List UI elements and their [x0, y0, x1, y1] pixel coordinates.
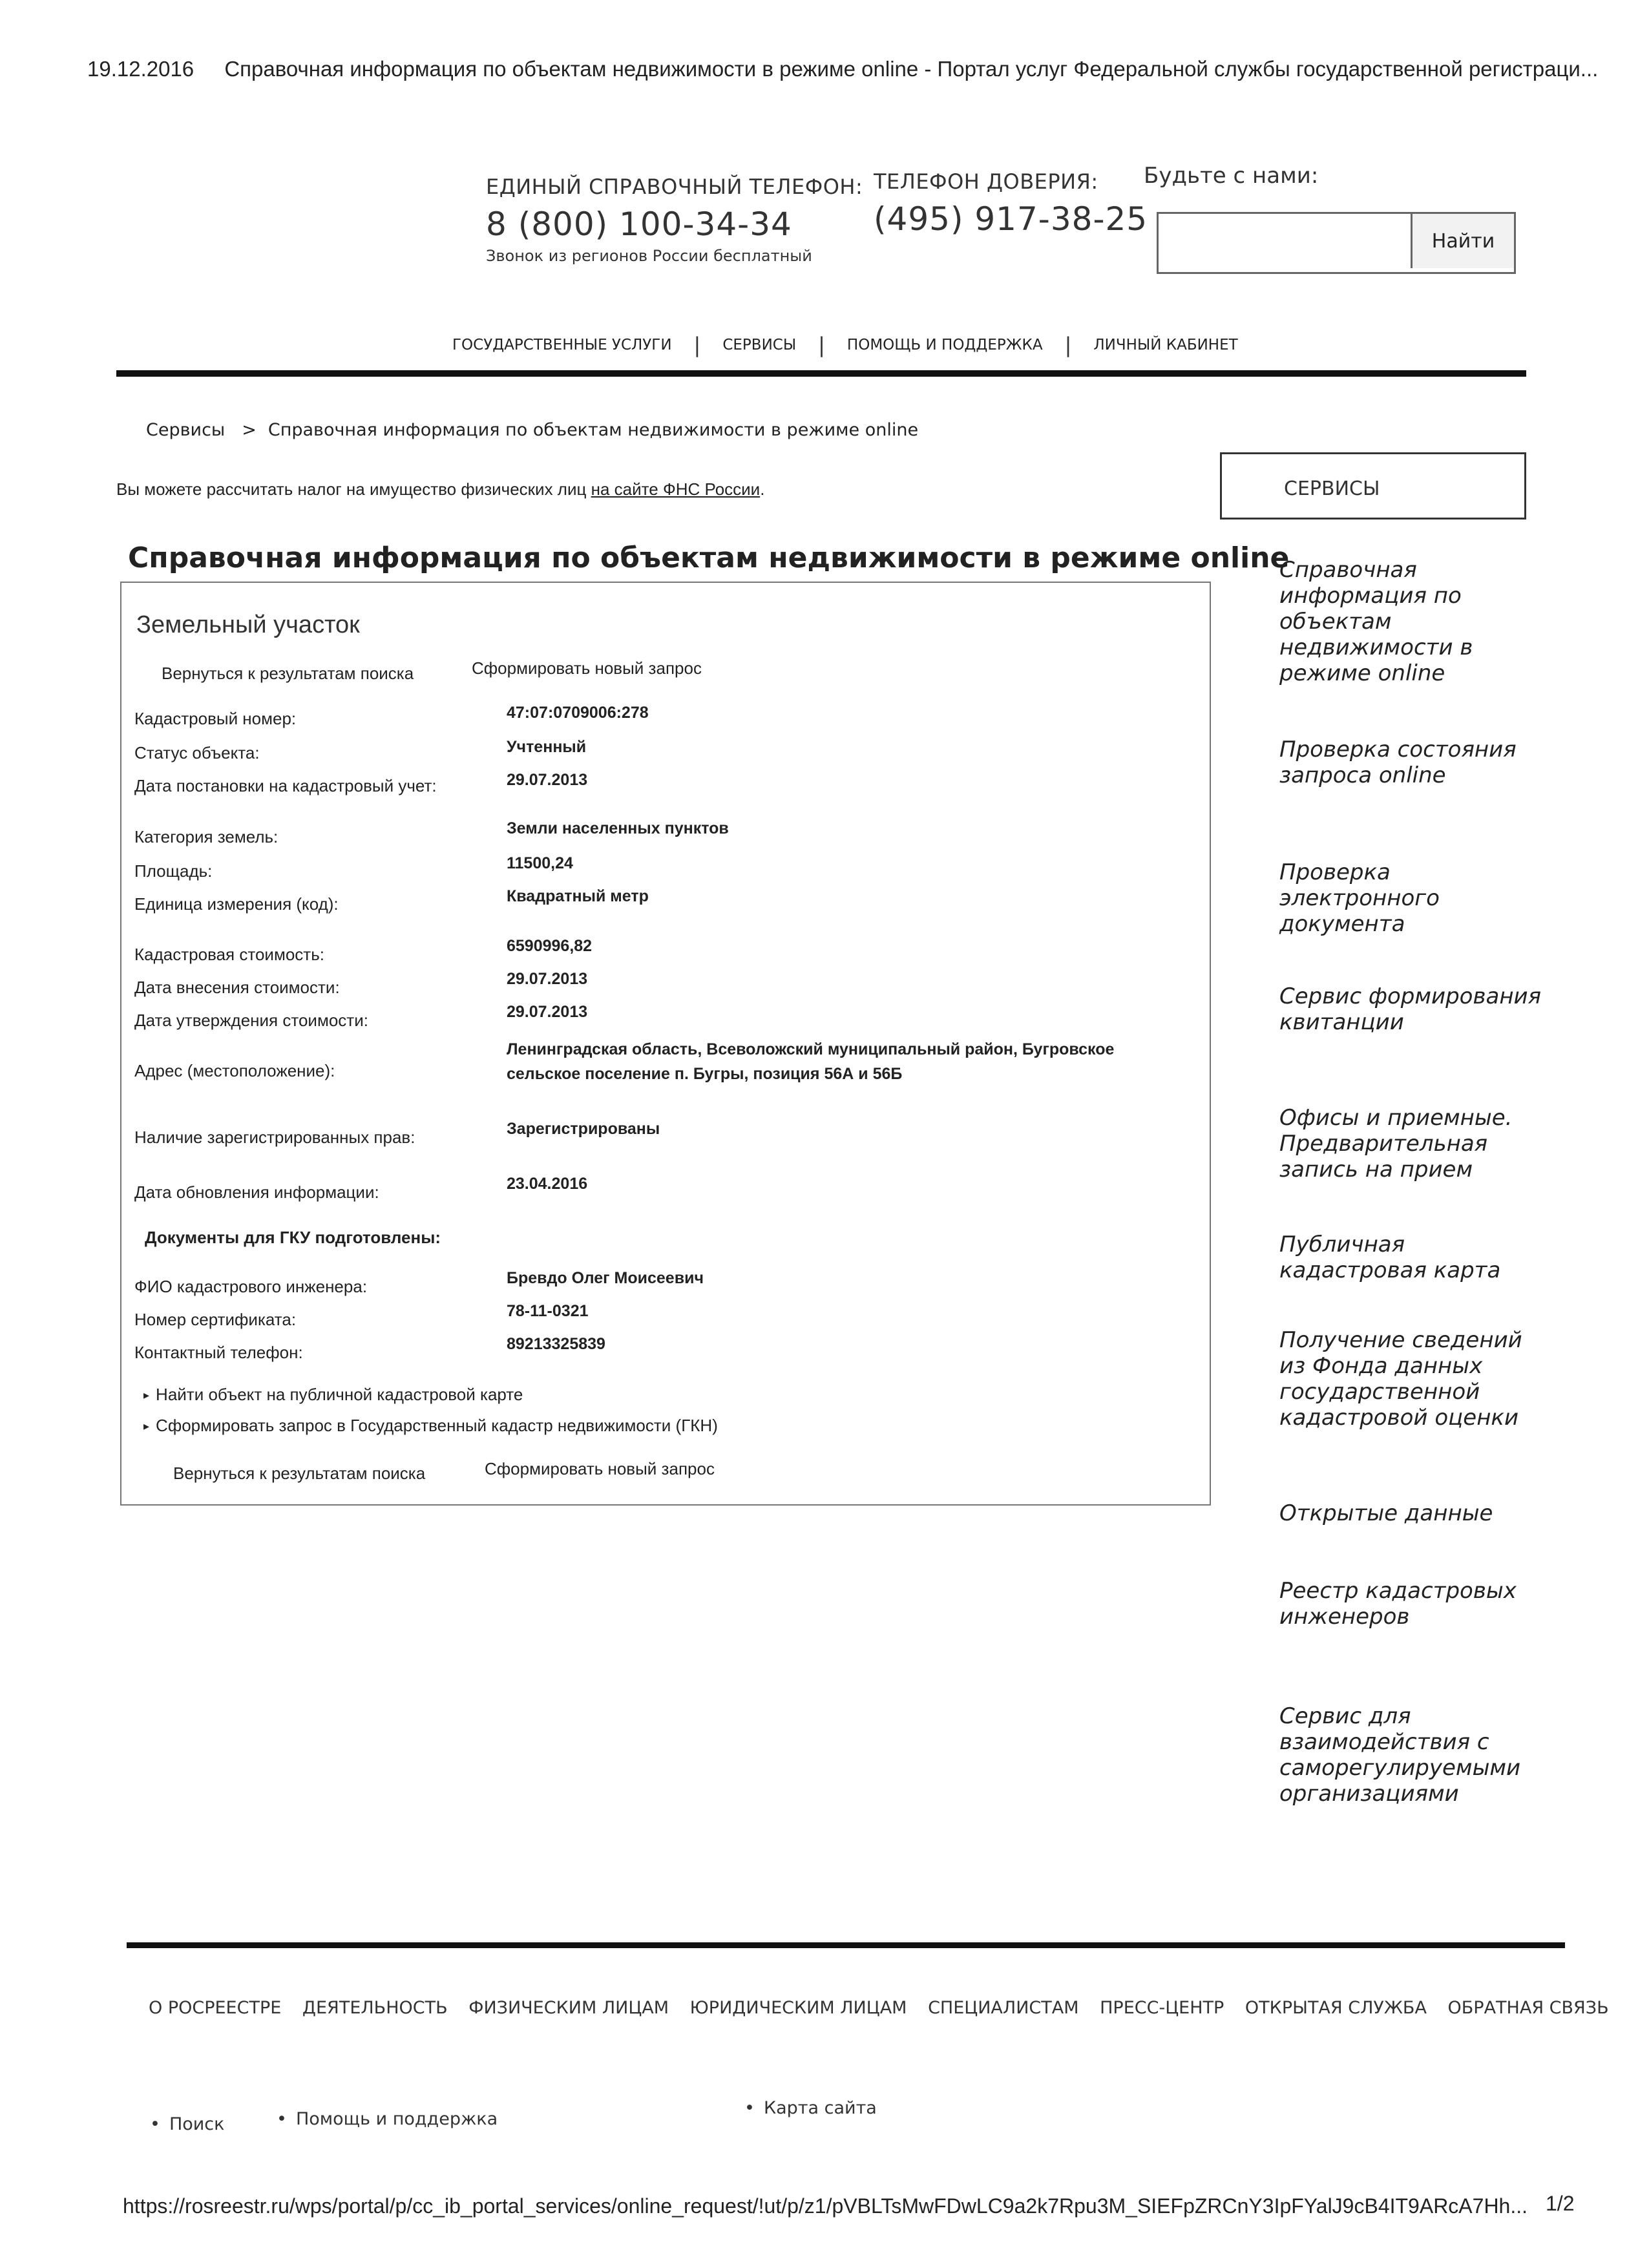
nav-gov-services[interactable]: ГОСУДАРСТВЕННЫЕ УСЛУГИ [452, 337, 672, 353]
footer-search-link[interactable] [150, 2114, 224, 2134]
object-status: Учтенный [507, 738, 587, 756]
nav-separator: | [693, 333, 701, 357]
nav-help[interactable]: ПОМОЩЬ И ПОДДЕРЖКА [846, 337, 1043, 353]
footer-help-link[interactable] [277, 2109, 498, 2129]
footer-help-label: Помощь и поддержка [295, 2109, 498, 2129]
sidebar-item-offices[interactable]: Офисы и приемные. Предварительная запись на прием [1279, 1105, 1513, 1182]
nav-separator: | [818, 333, 825, 357]
bullet-icon: • [744, 2098, 755, 2118]
sidebar-item-valuation-fund[interactable]: Получение сведений из Фонда данных государственной кадастровой оценки [1279, 1327, 1522, 1431]
footer-press-center[interactable]: ПРЕСС-ЦЕНТР [1100, 1998, 1224, 2018]
back-to-results-link-bottom[interactable]: Вернуться к результатам поиска [173, 1464, 426, 1483]
field-label: Категория земель: [134, 827, 278, 846]
trust-phone-label: ТЕЛЕФОН ДОВЕРИЯ: [874, 169, 1098, 194]
find-on-map-link[interactable] [143, 1385, 523, 1405]
footer-divider [127, 1942, 1565, 1948]
engineer-name: Бревдо Олег Моисеевич [507, 1269, 704, 1287]
tax-note-text: Вы можете рассчитать налог на имущество физических лиц [116, 479, 587, 499]
sidebar-item-request-status[interactable]: Проверка состояния запроса online [1279, 737, 1517, 788]
page-title: Справочная информация по объектам недвижимости в режиме online [128, 541, 1290, 574]
footer-individuals[interactable]: ФИЗИЧЕСКИМ ЛИЦАМ [468, 1998, 669, 2018]
chevron-right-icon: ▸ [143, 1389, 150, 1402]
follow-us-label: Будьте с нами: [1144, 163, 1319, 189]
print-page-number: 1/2 [1546, 2192, 1575, 2215]
field-label: Единица измерения (код): [134, 894, 339, 914]
value-approval-date: 29.07.2013 [507, 1003, 588, 1021]
hotline-number: 8 (800) 100-34-34 [486, 205, 792, 243]
unit-of-measure: Квадратный метр [507, 887, 649, 905]
field-label: ФИО кадастрового инженера: [134, 1277, 368, 1296]
contact-phone: 89213325839 [507, 1335, 605, 1353]
trust-phone-block [874, 169, 1148, 238]
gkn-request-link[interactable] [143, 1416, 718, 1436]
sidebar-item-public-map[interactable]: Публичная кадастровая карта [1279, 1232, 1501, 1283]
info-update-date: 23.04.2016 [507, 1175, 588, 1193]
search-button[interactable]: Найти [1411, 214, 1514, 268]
tax-note-suffix: . [760, 479, 765, 499]
footer-about[interactable]: О РОСРЕЕСТРЕ [149, 1998, 282, 2018]
field-label: Дата утверждения стоимости: [134, 1011, 368, 1030]
value-entry-date: 29.07.2013 [507, 970, 588, 988]
print-page-title: Справочная информация по объектам недвижимости в режиме online - Портал услуг Федеральной службы государственной регистраци... [224, 57, 1599, 81]
services-box-label: СЕРВИСЫ [1284, 478, 1380, 500]
find-on-map-label: Найти объект на публичной кадастровой карте [156, 1385, 523, 1404]
hotline-block [486, 174, 863, 265]
area: 11500,24 [507, 854, 573, 872]
footer-open-service[interactable]: ОТКРЫТАЯ СЛУЖБА [1245, 1998, 1427, 2018]
top-nav [452, 333, 1238, 357]
field-label: Адрес (местоположение): [134, 1061, 335, 1080]
nav-personal-account[interactable]: ЛИЧНЫЙ КАБИНЕТ [1093, 337, 1238, 353]
sidebar-item-reference-info[interactable]: Справочная информация по объектам недвижимости в режиме online [1279, 557, 1473, 686]
cadastral-number: 47:07:0709006:278 [507, 704, 649, 722]
print-date: 19.12.2016 [87, 57, 194, 81]
sidebar-item-doc-check[interactable]: Проверка электронного документа [1279, 859, 1440, 937]
sidebar-item-receipt[interactable]: Сервис формирования квитанции [1279, 983, 1542, 1035]
field-label: Наличие зарегистрированных прав: [134, 1128, 415, 1147]
field-label: Дата постановки на кадастровый учет: [134, 776, 437, 795]
search-form [1157, 212, 1516, 274]
back-to-results-link[interactable]: Вернуться к результатам поиска [162, 664, 414, 683]
fns-link[interactable]: на сайте ФНС России [591, 479, 761, 499]
field-label: Контактный телефон: [134, 1343, 303, 1362]
footer-nav [149, 1998, 1624, 2018]
card-title: Земельный участок [136, 611, 360, 638]
bullet-icon: • [150, 2114, 160, 2134]
certificate-number: 78-11-0321 [507, 1302, 589, 1320]
gkn-request-label: Сформировать запрос в Государственный кадастр недвижимости (ГКН) [156, 1416, 718, 1435]
field-label: Дата внесения стоимости: [134, 978, 340, 997]
footer-feedback[interactable]: ОБРАТНАЯ СВЯЗЬ [1447, 1998, 1609, 2018]
cadastral-value: 6590996,82 [507, 937, 593, 955]
sidebar-item-sro[interactable]: Сервис для взаимодействия с саморегулируемыми организациями [1279, 1703, 1521, 1807]
print-url: https://rosreestr.ru/wps/portal/p/cc_ib_portal_services/online_request/!ut/p/z1/pVBLTsMwFDwLC9a2k7Rpu3M_SIEFpZRCnY3IpFYalJ9cB4IT9ARcA7Hh... [123, 2194, 1528, 2218]
bullet-icon: • [277, 2109, 287, 2129]
land-category: Земли населенных пунктов [507, 819, 729, 837]
footer-activity[interactable]: ДЕЯТЕЛЬНОСТЬ [302, 1998, 448, 2018]
tax-note [116, 479, 764, 499]
address-line-1: Ленинградская область, Всеволожский муниципальный район, Бугровское [507, 1040, 1115, 1058]
sidebar-item-open-data[interactable]: Открытые данные [1279, 1500, 1493, 1526]
field-label: Статус объекта: [134, 743, 260, 762]
nav-separator: | [1064, 333, 1072, 357]
new-request-link-bottom[interactable]: Сформировать новый запрос [485, 1459, 715, 1478]
footer-specialists[interactable]: СПЕЦИАЛИСТАМ [928, 1998, 1079, 2018]
hotline-note: Звонок из регионов России бесплатный [486, 247, 812, 265]
print-header [87, 57, 1598, 81]
field-label: Кадастровый номер: [134, 709, 297, 728]
registration-date: 29.07.2013 [507, 771, 588, 789]
search-input[interactable] [1159, 214, 1407, 268]
field-label: Дата обновления информации: [134, 1182, 379, 1202]
breadcrumb-separator: > [242, 420, 257, 440]
footer-sitemap-label: Карта сайта [763, 2098, 877, 2118]
footer-sitemap-link[interactable] [744, 2098, 877, 2118]
footer-search-label: Поиск [169, 2114, 225, 2134]
chevron-right-icon: ▸ [143, 1420, 150, 1433]
docs-prepared-title: Документы для ГКУ подготовлены: [145, 1228, 441, 1247]
field-label: Кадастровая стоимость: [134, 945, 324, 964]
address-line-2: сельское поселение п. Бугры, позиция 56А и 56Б [507, 1065, 903, 1083]
breadcrumb-current: Справочная информация по объектам недвижимости в режиме online [268, 420, 919, 440]
header-divider [116, 370, 1526, 377]
breadcrumb [146, 420, 918, 440]
rights-registered: Зарегистрированы [507, 1120, 660, 1138]
footer-legal-entities[interactable]: ЮРИДИЧЕСКИМ ЛИЦАМ [689, 1998, 907, 2018]
nav-services[interactable]: СЕРВИСЫ [722, 337, 797, 353]
hotline-label: ЕДИНЫЙ СПРАВОЧНЫЙ ТЕЛЕФОН: [486, 174, 863, 199]
trust-phone-number: (495) 917-38-25 [874, 200, 1148, 238]
breadcrumb-services[interactable]: Сервисы [146, 420, 226, 440]
services-box [1220, 452, 1526, 520]
new-request-link[interactable]: Сформировать новый запрос [472, 658, 702, 678]
field-label: Площадь: [134, 861, 213, 881]
sidebar-item-engineers-registry[interactable]: Реестр кадастровых инженеров [1279, 1578, 1517, 1630]
field-label: Номер сертификата: [134, 1310, 297, 1329]
